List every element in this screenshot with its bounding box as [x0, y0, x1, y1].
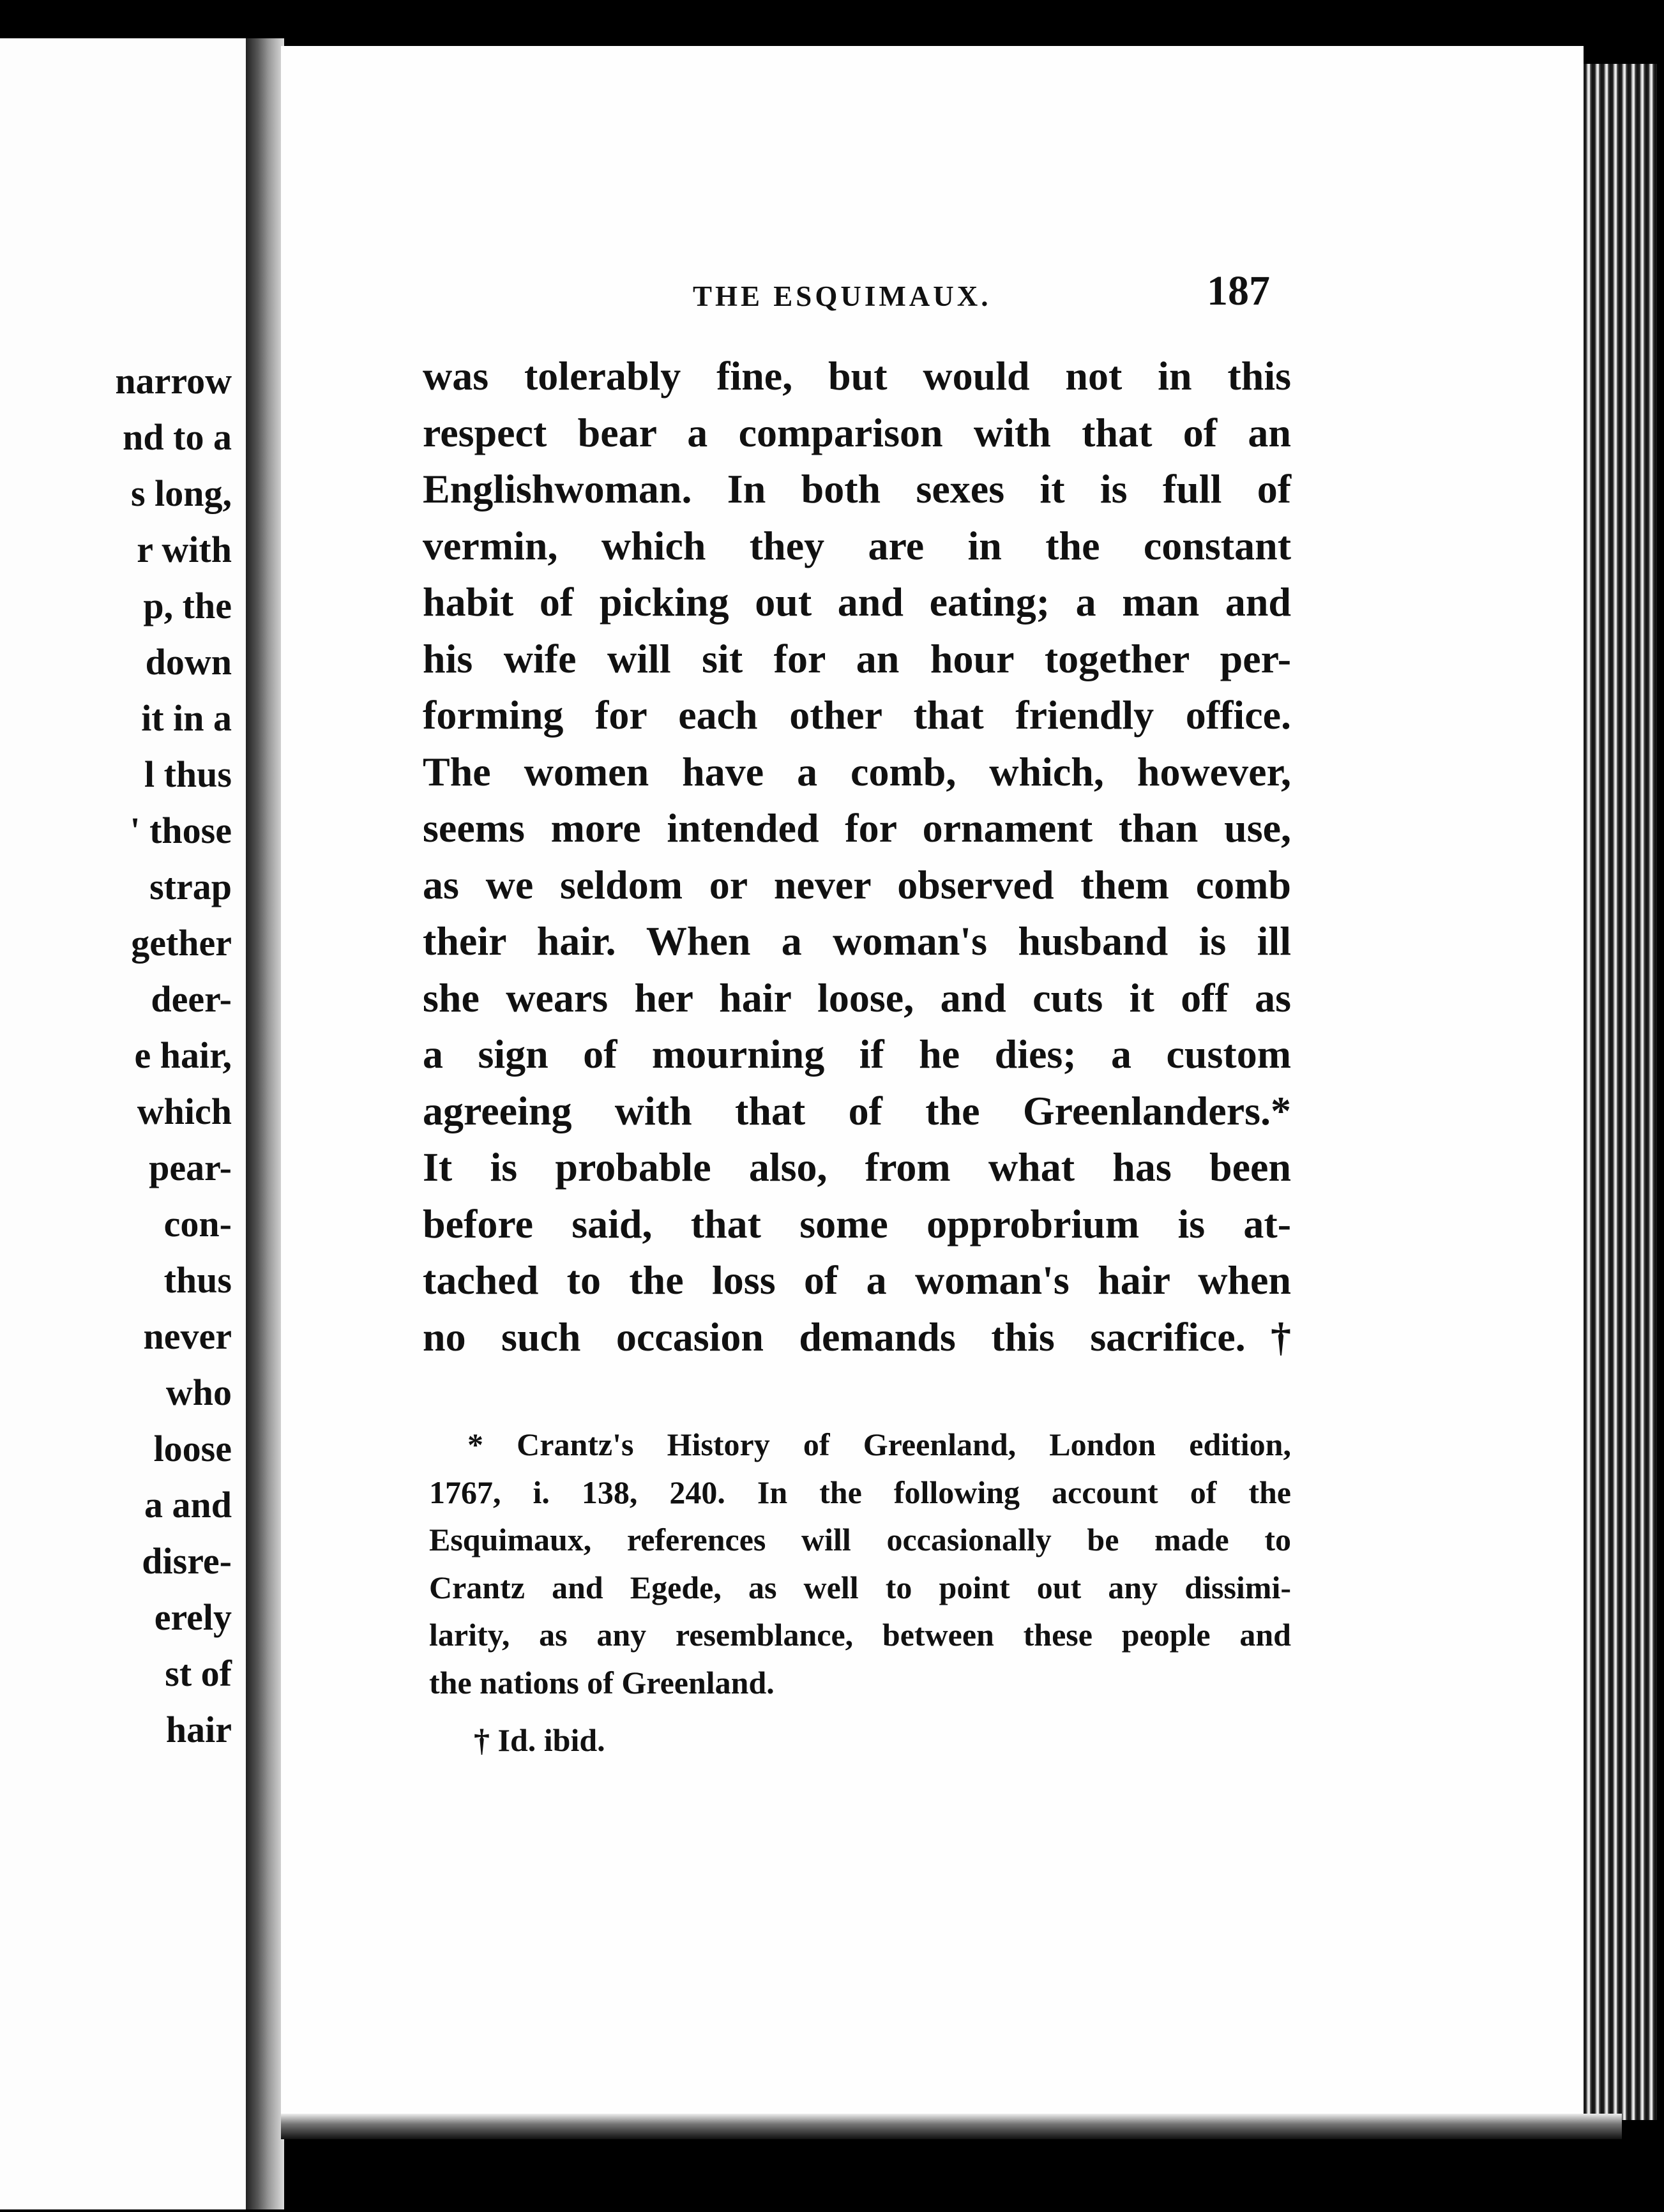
left-line-fragment: deer- — [151, 978, 232, 1020]
left-line-fragment: e hair, — [134, 1034, 232, 1076]
left-line-fragment: who — [165, 1372, 232, 1413]
page-edge-bottom — [281, 2114, 1622, 2139]
left-line-fragment: l thus — [144, 754, 232, 795]
footnotes — [429, 1421, 1291, 1764]
footnote-line: Crantz and Egede, as well to point out any dissimi- — [429, 1569, 1291, 1605]
footnote-line: * Crantz's History of Greenland, London edition, — [467, 1427, 1291, 1462]
body-line: The women have a comb, which, however, — [423, 748, 1291, 794]
facing-page-left — [0, 38, 246, 2209]
left-line-fragment: hair — [165, 1709, 232, 1750]
left-line-fragment: it in a — [141, 697, 232, 739]
page-number: 187 — [1207, 268, 1270, 314]
body-line: their hair. When a woman's husband is ill — [423, 918, 1291, 964]
left-line-fragment: con- — [163, 1203, 232, 1245]
page-edges-right — [1584, 64, 1657, 2120]
left-line-fragment: thus — [163, 1259, 232, 1301]
body-line: no such occasion demands this sacrifice.† — [423, 1314, 1291, 1360]
left-line-fragment: which — [137, 1091, 232, 1132]
left-line-fragment: st of — [165, 1653, 232, 1694]
left-line-fragment: r with — [137, 529, 232, 570]
body-line: vermin, which they are in the constant — [423, 522, 1291, 568]
body-line: Englishwoman. In both sexes it is full of — [423, 466, 1291, 511]
body-line: habit of picking out and eating; a man and — [423, 579, 1291, 625]
body-text — [423, 348, 1291, 1365]
left-line-fragment: a and — [144, 1484, 232, 1526]
body-line: agreeing with that of the Greenlanders.* — [423, 1087, 1291, 1133]
left-line-fragment: p, the — [143, 585, 232, 626]
left-line-fragment: strap — [149, 866, 232, 907]
left-line-fragment: nd to a — [123, 416, 232, 458]
left-line-fragment: narrow — [115, 360, 232, 402]
left-line-fragment: never — [143, 1315, 232, 1357]
body-line: forming for each other that friendly office. — [423, 692, 1291, 738]
left-line-fragment: loose — [153, 1428, 232, 1469]
left-line-fragment: gether — [131, 922, 232, 964]
body-line: as we seldom or never observed them comb — [423, 861, 1291, 907]
running-head: THE ESQUIMAUX. — [693, 280, 992, 312]
footnote-line: larity, as any resemblance, between these people and — [429, 1617, 1291, 1653]
body-line: she wears her hair loose, and cuts it off as — [423, 974, 1291, 1020]
body-line: his wife will sit for an hour together per- — [423, 635, 1291, 681]
book-gutter — [246, 38, 284, 2209]
body-line: before said, that some opprobrium is at- — [423, 1201, 1291, 1246]
body-line: a sign of mourning if he dies; a custom — [423, 1031, 1291, 1077]
footnote-line: 1767, i. 138, 240. In the following account of the — [429, 1474, 1291, 1510]
left-line-fragment: s long, — [131, 473, 232, 514]
footnote-line: the nations of Greenland. — [429, 1664, 775, 1701]
body-line: respect bear a comparison with that of an — [423, 409, 1291, 455]
left-line-fragment: erely — [154, 1596, 232, 1638]
left-line-fragment: disre- — [142, 1540, 232, 1582]
body-line: seems more intended for ornament than use, — [423, 805, 1291, 851]
footnote-dagger: † Id. ibid. — [474, 1722, 605, 1758]
left-line-fragment: ' those — [130, 810, 232, 851]
body-line: It is probable also, from what has been — [423, 1144, 1291, 1190]
left-line-fragment: pear- — [149, 1147, 232, 1188]
left-line-fragment: down — [145, 641, 232, 683]
body-line: was tolerably fine, but would not in this — [423, 353, 1291, 398]
body-line: tached to the loss of a woman's hair when — [423, 1257, 1291, 1303]
footnote-line: Esquimaux, references will occasionally be made to — [429, 1522, 1291, 1557]
